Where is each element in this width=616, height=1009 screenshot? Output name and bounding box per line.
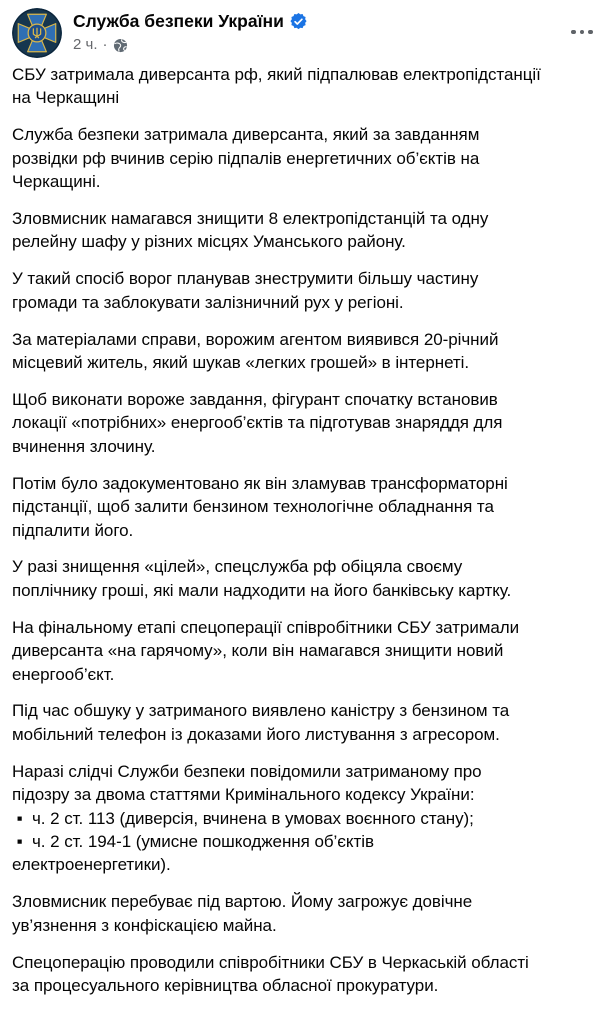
globe-public-icon — [113, 38, 128, 53]
post-paragraph: Зловмисник перебуває під вартою. Йому загрожує довічне ув’язнення з конфіскацією майна. — [12, 892, 473, 935]
post-text — [0, 58, 616, 997]
meta-row — [73, 36, 307, 54]
verified-badge-icon — [290, 13, 307, 30]
post-paragraph-title: СБУ затримала диверсанта рф, який підпалював електропідстанції на Черкащині — [12, 65, 541, 108]
post-paragraph: У разі знищення «цілей», спецслужба рф обіцяла своєму поплічнику гроші, які мали надходити на його банківську картку. — [12, 557, 512, 600]
dot-separator: · — [102, 36, 108, 53]
post-paragraph: Служба безпеки затримала диверсанта, який за завданням розвідки рф вчинив серію підпалів енергетичних об’єктів на Черкащині. — [12, 125, 480, 192]
page-name-link[interactable]: Служба безпеки України — [73, 11, 284, 31]
post-paragraph: Спецоперацію проводили співробітники СБУ в Черкаській області за процесуального керівництва обласної прокуратури. — [12, 952, 529, 995]
post-paragraph: Щоб виконати вороже завдання, фігурант спочатку встановив локації «потрібних» енергооб’єктів та підготував знаряддя для вчинення злочину. — [12, 389, 503, 456]
name-row — [73, 10, 307, 32]
sbu-emblem-icon — [12, 8, 62, 58]
post-paragraph: Під час обшуку у затриманого виявлено каністру з бензином та мобільний телефон із доказами його листування з агресором. — [12, 701, 510, 744]
post-paragraph: На фінальному етапі спецоперації співробітники СБУ затримали диверсанта «на гарячому», коли він намагався знищити новий енергооб’єкт. — [12, 617, 520, 684]
post-paragraph: За матеріалами справи, ворожим агентом виявився 20-річний місцевий житель, який шукав «легких грошей» в інтернеті. — [12, 329, 499, 373]
post-paragraph: Потім було задокументовано як він зламував трансформаторні підстанції, щоб залити бензином технологічне обладнання та підпалити його. — [12, 473, 508, 540]
post-header — [0, 0, 616, 58]
post-paragraph-charges-list: Наразі слідчі Служби безпеки повідомили затриманому про підозру за двома статтями Кримінального кодексу України: ▪ ч. 2 ст. 113 (диверсія, вчинена в умовах воєнного стану); ▪ ч. 2 ст. 194-1 (умисне пошкодження об’єктів електроенергетики). — [12, 761, 482, 875]
avatar[interactable] — [12, 8, 62, 58]
three-dots-menu-icon — [571, 30, 593, 35]
post-paragraph: У такий спосіб ворог планував знеструмити більшу частину громади та заблокувати залізничний рух у регіоні. — [12, 269, 479, 312]
post-options-button[interactable] — [564, 18, 600, 46]
timestamp-link[interactable]: 2 ч. — [73, 36, 98, 53]
header-info — [73, 8, 307, 54]
post-paragraph: Зловмисник намагався знищити 8 електропідстанцій та одну релейну шафу у різних місцях Уманського району. — [12, 209, 489, 252]
